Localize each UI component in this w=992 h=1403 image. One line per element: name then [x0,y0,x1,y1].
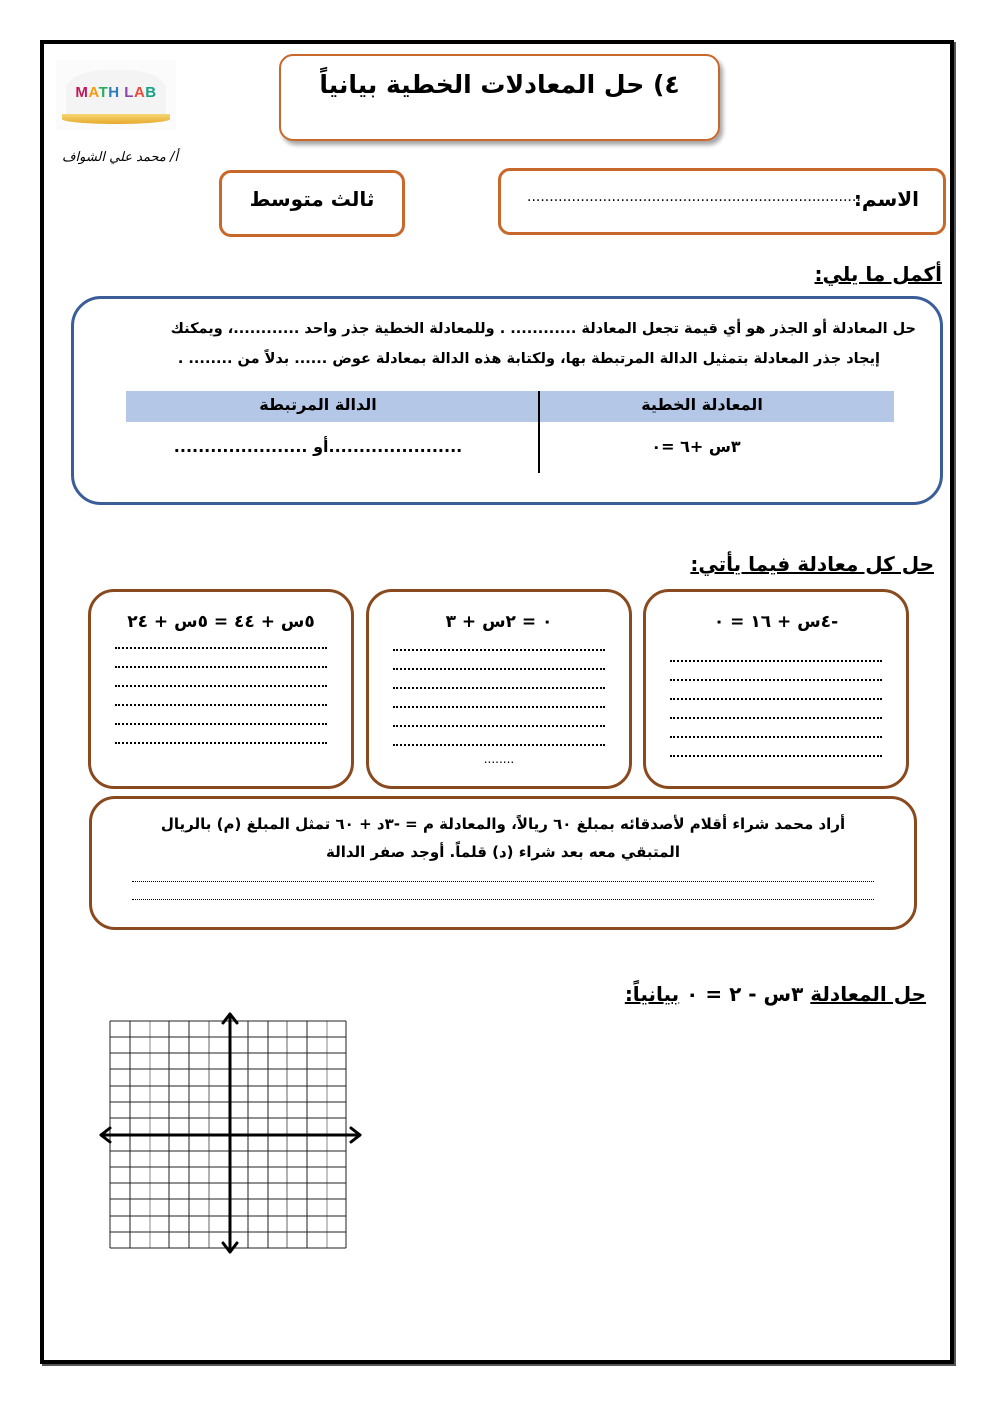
complete-box [71,296,943,505]
answer-line[interactable] [115,647,327,649]
grade-label: ثالث متوسط [249,187,375,211]
complete-line-1[interactable]: حل المعادلة أو الجذر هو أي قيمة تجعل المعادلة ............ . وللمعادلة الخطية جذر واحد ............، ويمكنك [170,321,916,337]
answer-line[interactable] [115,704,327,706]
cell-equation: ٣س +٦ =٠ [651,437,741,456]
equation-card-3 [88,589,354,789]
answer-line[interactable] [670,717,882,719]
answer-short-dots[interactable]: ........ [483,752,515,766]
answer-line[interactable] [670,736,882,738]
answer-line[interactable] [393,744,605,746]
answer-line[interactable] [670,660,882,662]
equation-card-2 [366,589,632,789]
answer-line[interactable] [115,685,327,687]
book-cover-graphic [62,114,170,124]
graph-equation: ٣س - ٢ = ٠ [686,982,804,1006]
table-header [126,391,894,422]
answer-line[interactable] [393,668,605,670]
problem-line-1: أراد محمد شراء أقلام لأصدقائه بمبلغ ٦٠ ريالاً، والمعادلة م = -٣د + ٦٠ تمثل المبلغ (م) بالريال [160,815,846,833]
coordinate-plane-icon [98,1008,364,1258]
header-related-function: الدالة المرتبطة [259,395,377,414]
word-problem-box [89,796,917,930]
solve-heading: حل كل معادلة فيما يأتي: [690,552,934,576]
problem-line-2: المتبقي معه بعد شراء (د) قلماً. أوجد صفر الدالة [326,843,680,861]
answer-line[interactable] [393,687,605,689]
answer-line[interactable] [115,742,327,744]
coordinate-grid[interactable] [98,1008,364,1258]
equation-1: -٤س + ١٦ = ٠ [713,612,839,632]
answer-line[interactable] [132,899,874,900]
header-linear-equation: المعادلة الخطية [641,395,763,414]
answer-line[interactable] [670,698,882,700]
graph-heading-suffix: بيانياً: [624,982,680,1006]
answer-line[interactable] [393,706,605,708]
answer-line[interactable] [670,679,882,681]
name-field[interactable]: ........................................................................... [527,189,861,205]
grade-box [219,170,405,237]
cell-function-answer[interactable]: ......................أو ...................... [173,437,463,456]
complete-heading: أكمل ما يلي: [814,262,942,286]
answer-line[interactable] [115,723,327,725]
graph-heading-prefix: حل المعادلة [810,982,926,1006]
table-divider [538,391,540,473]
answer-line[interactable] [393,725,605,727]
graph-heading [625,982,926,1006]
answer-line[interactable] [393,649,605,651]
answer-line[interactable] [115,666,327,668]
equation-3: ٥س + ٤٤ = ٥س + ٢٤ [127,612,315,632]
answer-line[interactable] [132,881,874,882]
equation-2: ٠ = ٢س + ٣ [445,612,553,632]
complete-line-2[interactable]: إيجاد جذر المعادلة بتمثيل الدالة المرتبطة بها، ولكتابة هذه الدالة بمعادلة عوض ...... بدلاً من ........ . [177,351,880,367]
teacher-name: أ/ محمد علي الشواف [62,150,178,165]
logo-text: MATH LAB [75,84,157,101]
name-label: الاسم: [853,187,919,211]
answer-line[interactable] [670,755,882,757]
page-title: ٤) حل المعادلات الخطية بيانياً [319,70,680,99]
title-box [279,54,720,141]
math-lab-logo [56,60,176,130]
name-box [498,168,946,235]
equation-card-1 [643,589,909,789]
